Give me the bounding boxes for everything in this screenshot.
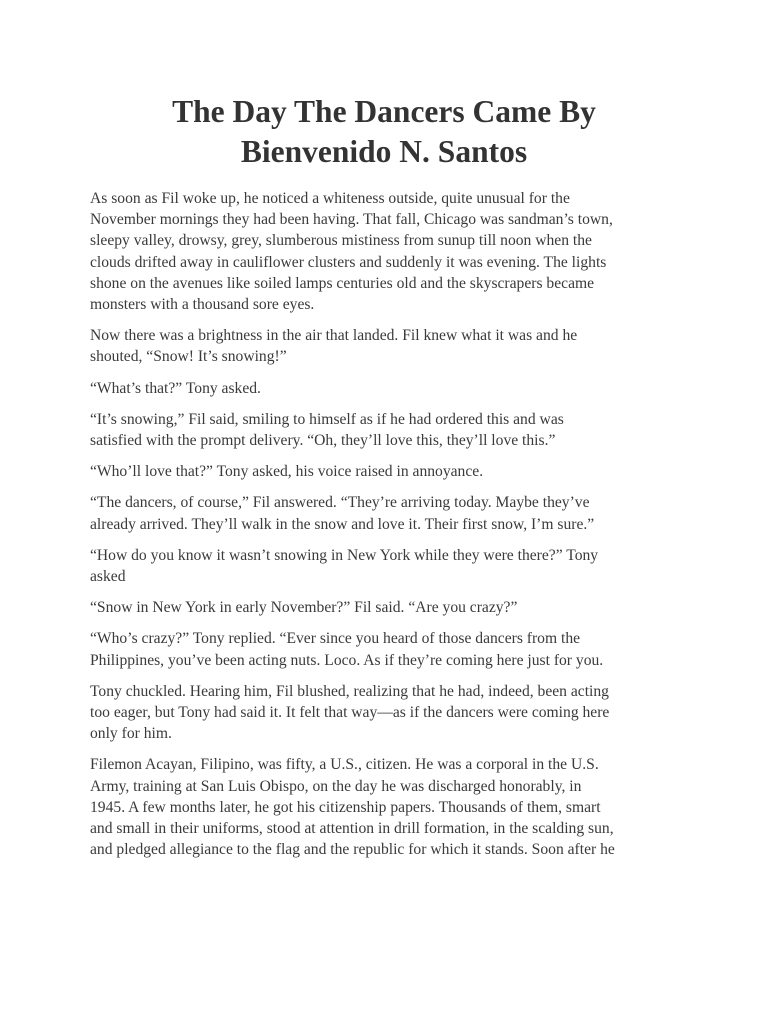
paragraph-line: and small in their uniforms, stood at attention in drill formation, in the scalding sun, <box>90 820 614 838</box>
document-body <box>90 188 690 870</box>
paragraph <box>90 597 690 618</box>
paragraph <box>90 545 690 587</box>
paragraph-line: satisfied with the prompt delivery. “Oh, they’ll love this, they’ll love this.” <box>90 432 556 450</box>
paragraph-line: shone on the avenues like soiled lamps centuries old and the skyscrapers became <box>90 274 595 292</box>
paragraph-line: November mornings they had been having. That fall, Chicago was sandman’s town, <box>90 211 613 229</box>
paragraph <box>90 378 690 399</box>
paragraph-line: As soon as Fil woke up, he noticed a whiteness outside, quite unusual for the <box>90 190 570 207</box>
paragraph <box>90 188 690 315</box>
paragraph <box>90 461 690 482</box>
paragraph-line: asked <box>90 568 126 586</box>
paragraph-line: 1945. A few months later, he got his citizenship papers. Thousands of them, smart <box>90 798 601 816</box>
paragraph <box>90 409 690 451</box>
paragraph-line: sleepy valley, drowsy, grey, slumberous mistiness from sunup till noon when the <box>90 232 592 250</box>
paragraph <box>90 754 690 860</box>
author-line: Bienvenido N. Santos <box>240 134 528 169</box>
paragraph-line: “How do you know it wasn’t snowing in New York while they were there?” Tony <box>90 546 599 564</box>
paragraph-line: already arrived. They’ll walk in the snow and love it. Their first snow, I’m sure.” <box>90 515 595 533</box>
title-line: The Day The Dancers Came By <box>172 94 596 129</box>
paragraph-line: Filemon Acayan, Filipino, was fifty, a U.S., citizen. He was a corporal in the U.S. <box>90 756 599 774</box>
paragraph-line: “It’s snowing,” Fil said, smiling to himself as if he had ordered this and was <box>90 410 564 428</box>
paragraph-line: only for him. <box>90 725 172 743</box>
paragraph-line: Now there was a brightness in the air that landed. Fil knew what it was and he <box>90 327 578 345</box>
paragraph-line: “Snow in New York in early November?” Fil said. “Are you crazy?” <box>90 599 518 617</box>
paragraph-line: too eager, but Tony had said it. It felt that way—as if the dancers were coming here <box>90 704 610 722</box>
paragraph-line: “Who’s crazy?” Tony replied. “Ever since you heard of those dancers from the <box>90 630 581 648</box>
paragraph-line: Army, training at San Luis Obispo, on the day he was discharged honorably, in <box>90 777 582 795</box>
paragraph <box>90 325 690 367</box>
paragraph-line: monsters with a thousand sore eyes. <box>90 296 315 314</box>
page-title <box>0 92 768 172</box>
paragraph-line: “What’s that?” Tony asked. <box>90 379 261 397</box>
paragraph-line: “The dancers, of course,” Fil answered. “They’re arriving today. Maybe they’ve <box>90 494 590 512</box>
paragraph <box>90 628 690 670</box>
paragraph <box>90 681 690 745</box>
paragraph-line: Tony chuckled. Hearing him, Fil blushed, realizing that he had, indeed, been acting <box>90 682 609 700</box>
paragraph-line: clouds drifted away in cauliflower clusters and suddenly it was evening. The lights <box>90 253 607 271</box>
paragraph <box>90 492 690 534</box>
paragraph-line: Philippines, you’ve been acting nuts. Loco. As if they’re coming here just for you. <box>90 651 604 669</box>
paragraph-line: and pledged allegiance to the flag and the republic for which it stands. Soon after he <box>90 841 615 859</box>
paragraph-line: shouted, “Snow! It’s snowing!” <box>90 348 287 366</box>
paragraph-line: “Who’ll love that?” Tony asked, his voice raised in annoyance. <box>90 463 484 481</box>
